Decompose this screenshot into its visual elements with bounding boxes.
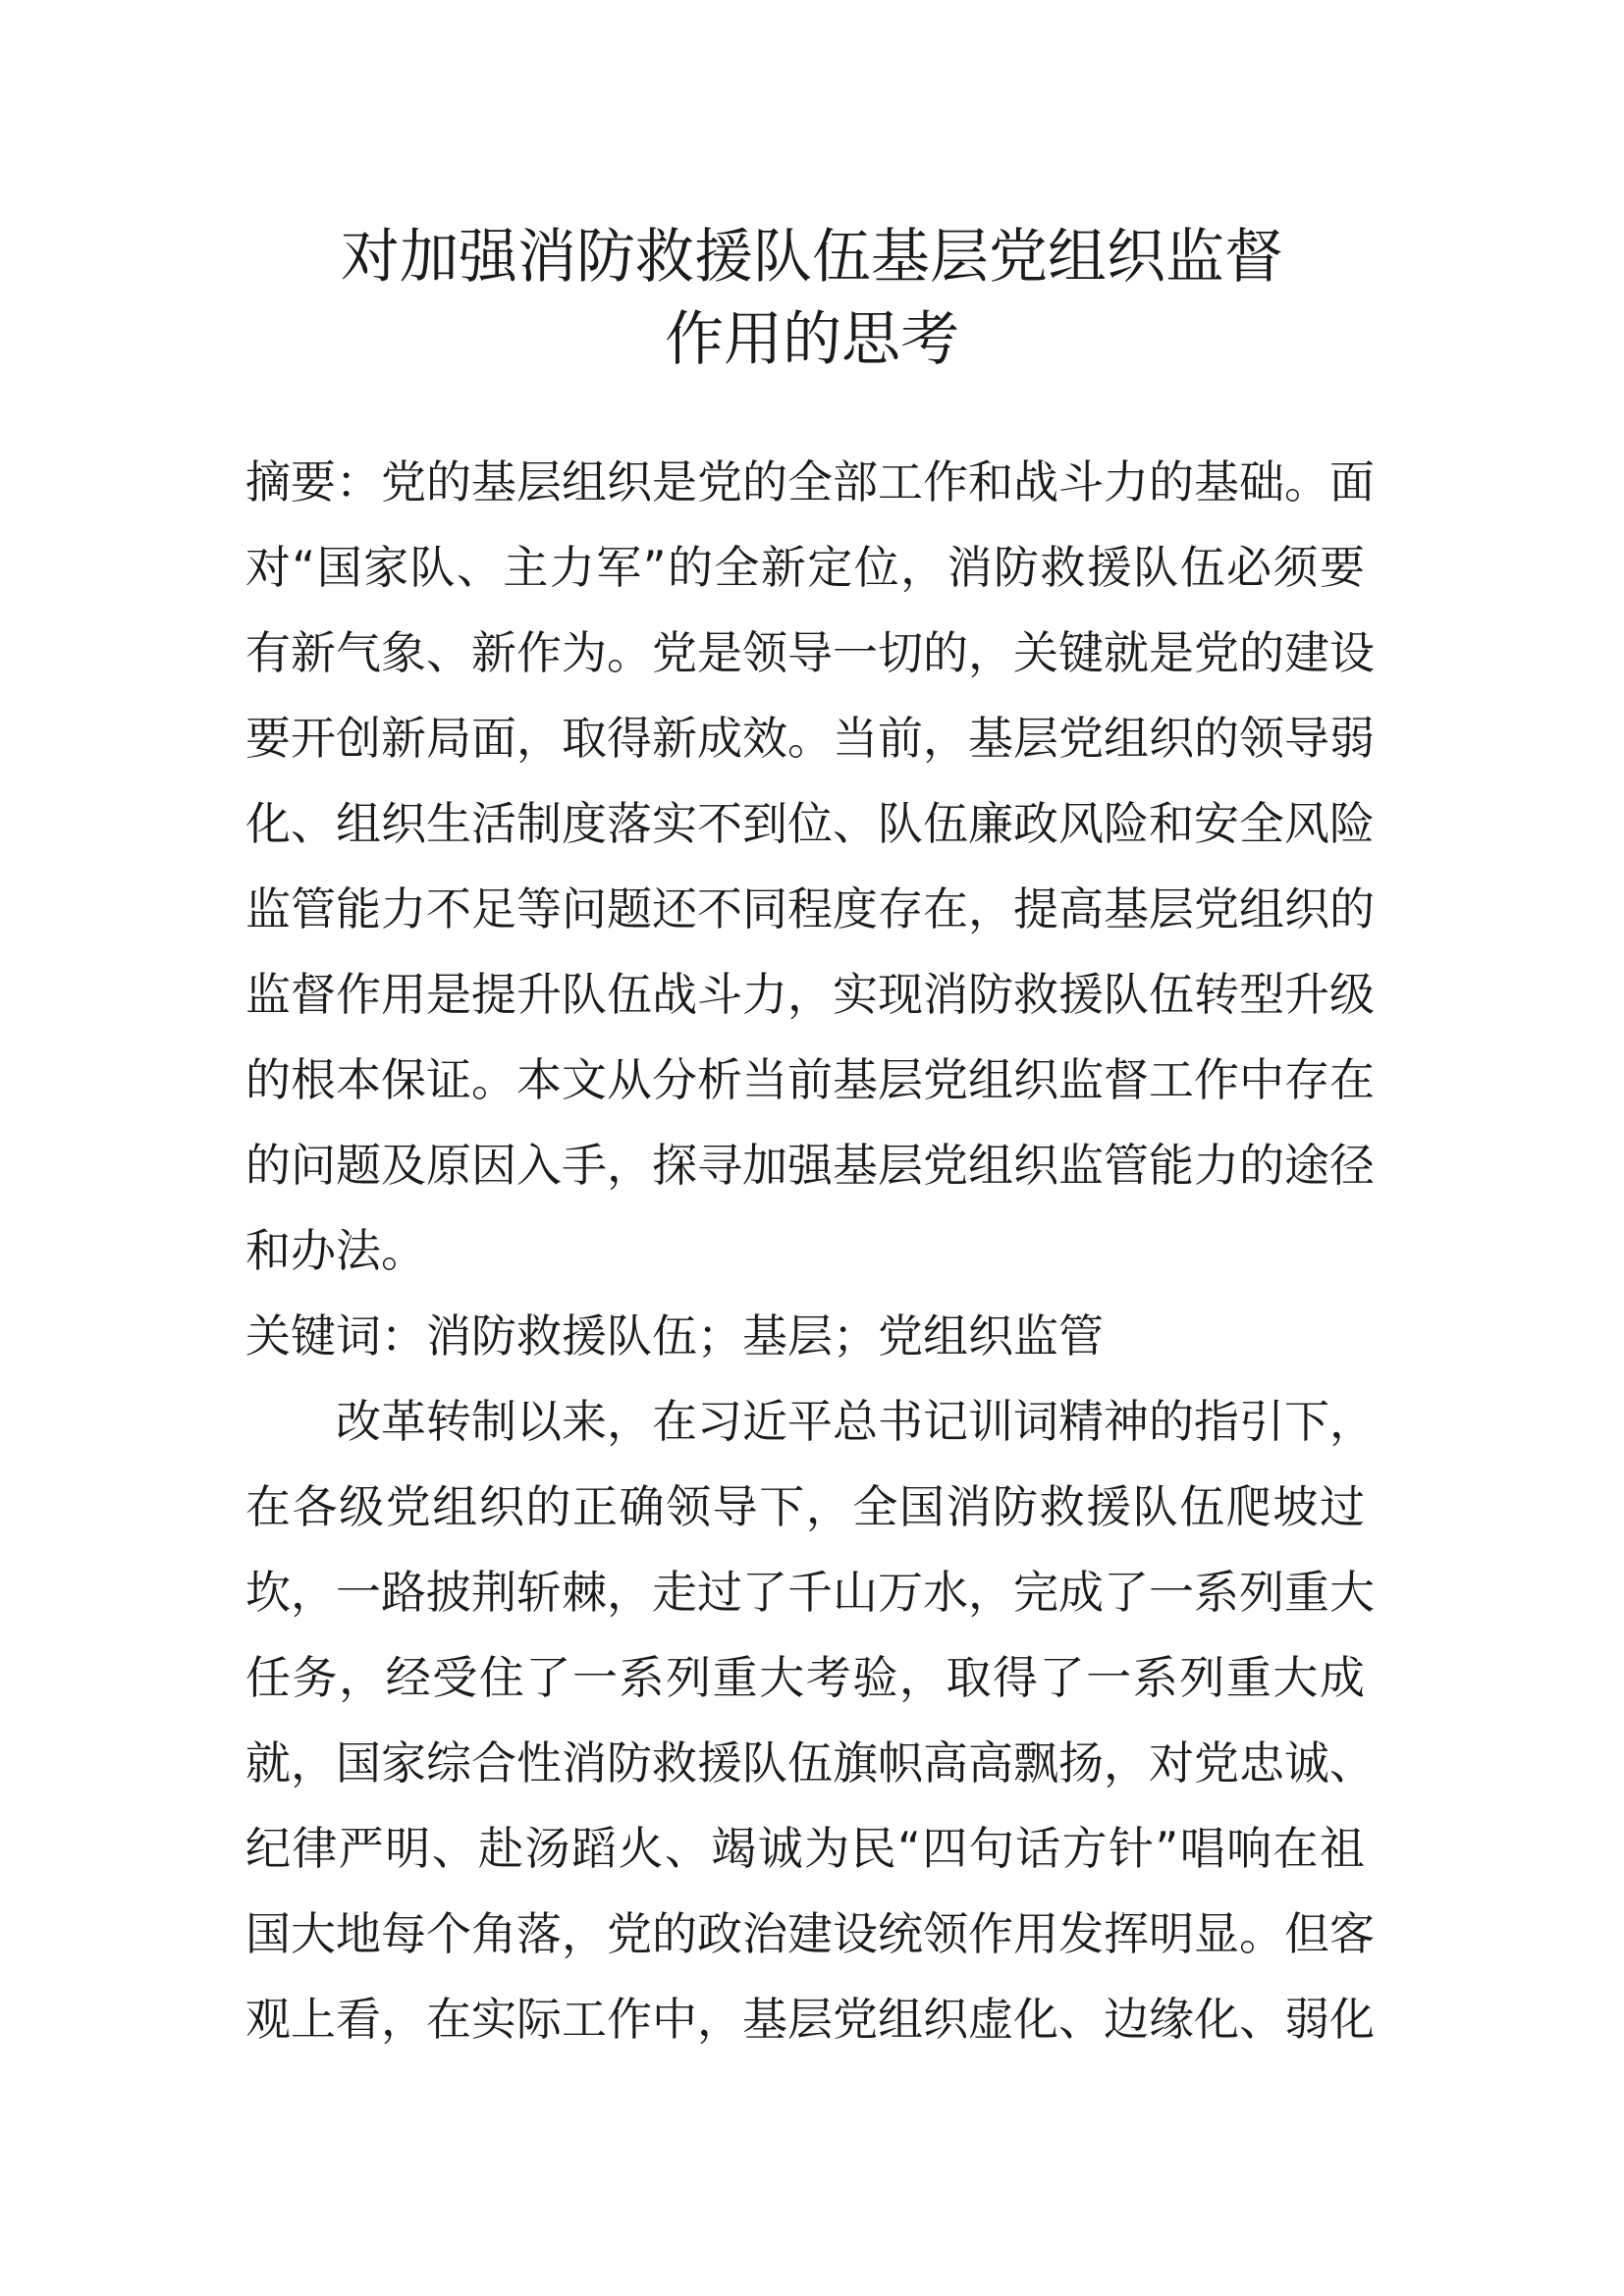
abstract-line: 化、组织生活制度落实不到位、队伍廉政风险和安全风险 <box>245 797 1375 850</box>
abstract-line: 的根本保证。本文从分析当前基层党组织监督工作中存在 <box>245 1053 1375 1106</box>
document-title-line-2: 作用的思考 <box>665 305 959 374</box>
body-line: 纪律严明、赴汤蹈火、竭诚为民“四句话方针”唱响在祖 <box>245 1822 1365 1875</box>
abstract-line: 和办法。 <box>245 1224 426 1277</box>
abstract-line: 对“国家队、主力军”的全新定位，消防救援队伍必须要 <box>245 541 1365 594</box>
abstract-line: 摘要：党的基层组织是党的全部工作和战斗力的基础。面 <box>245 455 1375 508</box>
abstract-line: 要开创新局面，取得新成效。当前，基层党组织的领导弱 <box>245 712 1375 765</box>
body-line: 改革转制以来，在习近平总书记训词精神的指引下， <box>336 1395 1375 1448</box>
document-title-line-1: 对加强消防救援队伍基层党组织监督 <box>341 223 1283 292</box>
abstract-line: 的问题及原因入手，探寻加强基层党组织监管能力的途径 <box>245 1139 1375 1192</box>
body-line: 坎，一路披荆斩棘，走过了千山万水，完成了一系列重大 <box>245 1566 1375 1619</box>
abstract-line: 监督作用是提升队伍战斗力，实现消防救援队伍转型升级 <box>245 968 1375 1021</box>
body-line: 就，国家综合性消防救援队伍旗帜高高飘扬，对党忠诚、 <box>245 1736 1375 1789</box>
keywords-line: 关键词：消防救援队伍；基层；党组织监管 <box>245 1309 1104 1362</box>
abstract-line: 有新气象、新作为。党是领导一切的，关键就是党的建设 <box>245 626 1375 679</box>
body-line: 任务，经受住了一系列重大考验，取得了一系列重大成 <box>245 1651 1365 1704</box>
body-line: 观上看，在实际工作中，基层党组织虚化、边缘化、弱化 <box>245 1993 1375 2046</box>
abstract-line: 监管能力不足等问题还不同程度存在，提高基层党组织的 <box>245 882 1375 935</box>
body-line: 在各级党组织的正确领导下，全国消防救援队伍爬坡过 <box>245 1480 1365 1533</box>
body-line: 国大地每个角落，党的政治建设统领作用发挥明显。但客 <box>245 1907 1375 1960</box>
